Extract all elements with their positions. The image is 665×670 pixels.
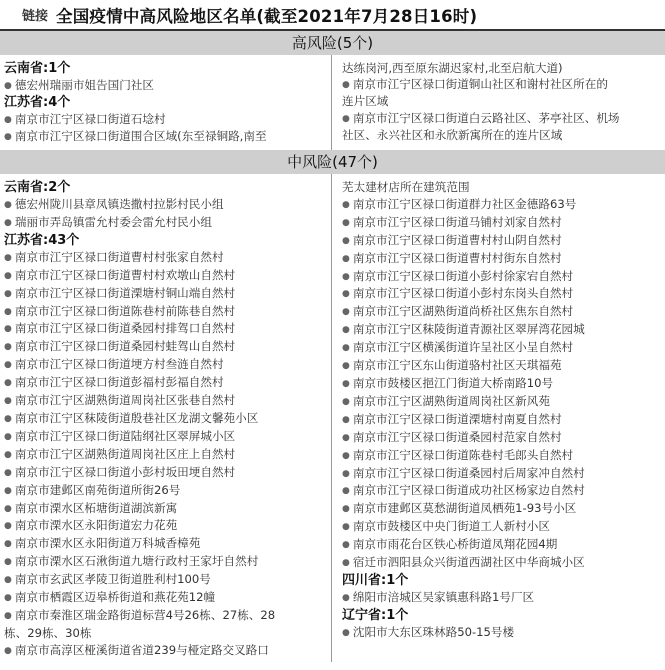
medium-risk-section (0, 174, 665, 662)
area-list-item-continuation: 达练岗河,西至原东湖迟家村,北至启航大道) (342, 61, 563, 75)
high-risk-band: 高风险(5个) (0, 31, 665, 55)
area-list-item: ● 南京市江宁区横溪街道许呈社区小呈自然村 (342, 339, 661, 357)
area-list-item: ● 南京市江宁区禄口街道彭福村彭福自然村 (4, 374, 325, 392)
area-list-item: ● 南京市溧水区石湫街道九塘行政村王家圩自然村 (4, 553, 325, 571)
area-list-item: ● 南京市江宁区禄口街道陆纲社区翠屏城小区 (4, 428, 325, 446)
high-risk-section (0, 55, 665, 150)
area-list-item: ● 南京市江宁区湖熟街道周岗社区张巷自然村 (4, 392, 325, 410)
area-list-item: ● 德宏州瑞丽市姐告国门社区 (4, 77, 325, 94)
area-list-item: ● 南京市江宁区禄口街道小彭村东岗头自然村 (342, 285, 661, 303)
area-list-item: ● 瑞丽市弄岛镇雷允村委会雷允村民小组 (4, 214, 325, 232)
area-list-item: ● 南京市江宁区禄口街道埂方村叁涟自然村 (4, 356, 325, 374)
area-list-item: ● 南京市栖霞区迈皋桥街道和燕花苑12幢 (4, 589, 325, 607)
province-heading: 江苏省:43个 (4, 232, 80, 248)
province-heading: 四川省:1个 (342, 572, 409, 588)
area-list-item: ● 南京市溧水区永阳街道宏力花苑 (4, 517, 325, 535)
area-list-item: ● 宿迁市泗阳县众兴街道西湖社区中华商城小区 (342, 554, 661, 572)
medium-risk-band: 中风险(47个) (0, 150, 665, 174)
province-heading: 云南省:2个 (4, 180, 71, 195)
area-list-item: ● 南京市江宁区禄口街道溧塘村铜山端自然村 (4, 285, 325, 303)
area-list-item: ● 南京市江宁区禄口街道石埝村 (4, 111, 325, 128)
area-list-item: ● 南京市江宁区禄口街道桑园村后周家冲自然村 (342, 465, 661, 483)
area-list-item: ● 南京市建邺区南苑街道所街26号 (4, 482, 325, 500)
area-list-item: ● 南京市江宁区禄口街道桑园村排驾口自然村 (4, 320, 325, 338)
area-list-item: ● 南京市江宁区禄口街道围合区域(东至禄铜路,南至 (4, 128, 325, 145)
area-list-item: ● 南京市雨花台区铁心桥街道凤翔花园4期 (342, 536, 661, 554)
area-list-item: ● 南京市江宁区禄口街道小彭村徐家宕自然村 (342, 268, 661, 286)
province-heading: 辽宁省:1个 (342, 607, 409, 623)
area-list-item: ● 南京市建邺区莫愁湖街道凤栖苑1-93号小区 (342, 500, 661, 518)
area-list-item: ● 德宏州陇川县章凤镇迭撒村拉影村民小组 (4, 196, 325, 214)
area-list-item: ● 南京市江宁区禄口街道白云路社区、茅亭社区、机场 (342, 110, 661, 127)
area-list-item: ● 南京市江宁区禄口街道桑园村蛙驾山自然村 (4, 338, 325, 356)
province-heading: 江苏省:4个 (4, 95, 71, 111)
area-list-item: ● 南京市江宁区禄口街道陈巷村前陈巷自然村 (4, 303, 325, 321)
area-list-item: ● 南京市秦淮区瑞金路街道标营4号26栋、27栋、28 (4, 607, 325, 625)
area-list-item: ● 南京市江宁区湖熟街道周岗社区新风苑 (342, 393, 661, 411)
area-list-item: ● 南京市江宁区禄口街道溧塘村南夏自然村 (342, 411, 661, 429)
area-list-item: ● 南京市江宁区禄口街道曹村村山阴自然村 (342, 232, 661, 250)
area-list-item: ● 南京市江宁区禄口街道陈巷村毛郎头自然村 (342, 447, 661, 465)
area-list-item-continuation: 社区、永兴社区和永欣新寓所在的连片区域 (342, 127, 563, 142)
area-list-item: ● 南京市高淳区桠溪街道省道239与桠定路交叉路口 (4, 642, 325, 660)
medium-risk-right-column (332, 174, 665, 662)
area-list-item: ● 南京市江宁区禄口街道马铺村刘家自然村 (342, 214, 661, 232)
area-list-item: ● 南京市江宁区秣陵街道青源社区翠屏湾花园城 (342, 321, 661, 339)
area-list-item: ● 南京市溧水区永阳街道万科城香樟苑 (4, 535, 325, 553)
area-list-item: ● 南京市江宁区禄口街道群力社区金德路63号 (342, 196, 661, 214)
area-list-item: ● 沈阳市大东区珠林路50-15号楼 (342, 624, 661, 642)
high-risk-left-column (0, 55, 332, 150)
area-list-item: ● 南京市江宁区禄口街道小彭村坂田埂自然村 (4, 464, 325, 482)
area-list-item: ● 南京市江宁区湖熟街道尚桥社区焦东自然村 (342, 303, 661, 321)
area-list-item: ● 南京市江宁区湖熟街道周岗社区庄上自然村 (4, 446, 325, 464)
area-list-item: ● 南京市溧水区柘塘街道湖滨新寓 (4, 500, 325, 518)
page-title: 全国疫情中高风险地区名单(截至2021年7月28日16时) (56, 6, 478, 26)
area-list-item: ● 绵阳市涪城区吴家镇惠科路1号厂区 (342, 589, 661, 607)
area-list-item-continuation: 栋、29栋、30栋 (4, 625, 92, 640)
area-list-item: ● 南京市玄武区孝陵卫街道胜利村100号 (4, 571, 325, 589)
area-list-item-continuation: 芜太建材店所在建筑范围 (342, 180, 470, 194)
area-list-item: ● 南京市江宁区禄口街道曹村村欢墩山自然村 (4, 267, 325, 285)
area-list-item: ● 南京市江宁区东山街道骆村社区天琪福苑 (342, 357, 661, 375)
high-risk-right-column (332, 55, 665, 150)
area-list-item-continuation: 连片区域 (342, 94, 389, 109)
medium-risk-left-column (0, 174, 332, 662)
area-list-item: ● 南京市江宁区禄口街道曹村村张家自然村 (4, 249, 325, 267)
area-list-item: ● 南京市江宁区禄口街道曹村村街东自然村 (342, 250, 661, 268)
area-list-item: ● 南京市江宁区禄口街道成功社区杨家边自然村 (342, 482, 661, 500)
link-tag: 链接 (22, 9, 49, 24)
area-list-item: ● 南京市鼓楼区挹江门街道大桥南路10号 (342, 375, 661, 393)
headline (0, 0, 665, 31)
province-heading: 云南省:1个 (4, 61, 71, 76)
area-list-item: ● 南京市江宁区禄口街道桑园村范家自然村 (342, 429, 661, 447)
area-list-item: ● 南京市江宁区秣陵街道殷巷社区龙湖文馨苑小区 (4, 410, 325, 428)
area-list-item: ● 南京市江宁区禄口街道铜山社区和谢村社区所在的 (342, 76, 661, 93)
area-list-item: ● 南京市鼓楼区中央门街道工人新村小区 (342, 518, 661, 536)
